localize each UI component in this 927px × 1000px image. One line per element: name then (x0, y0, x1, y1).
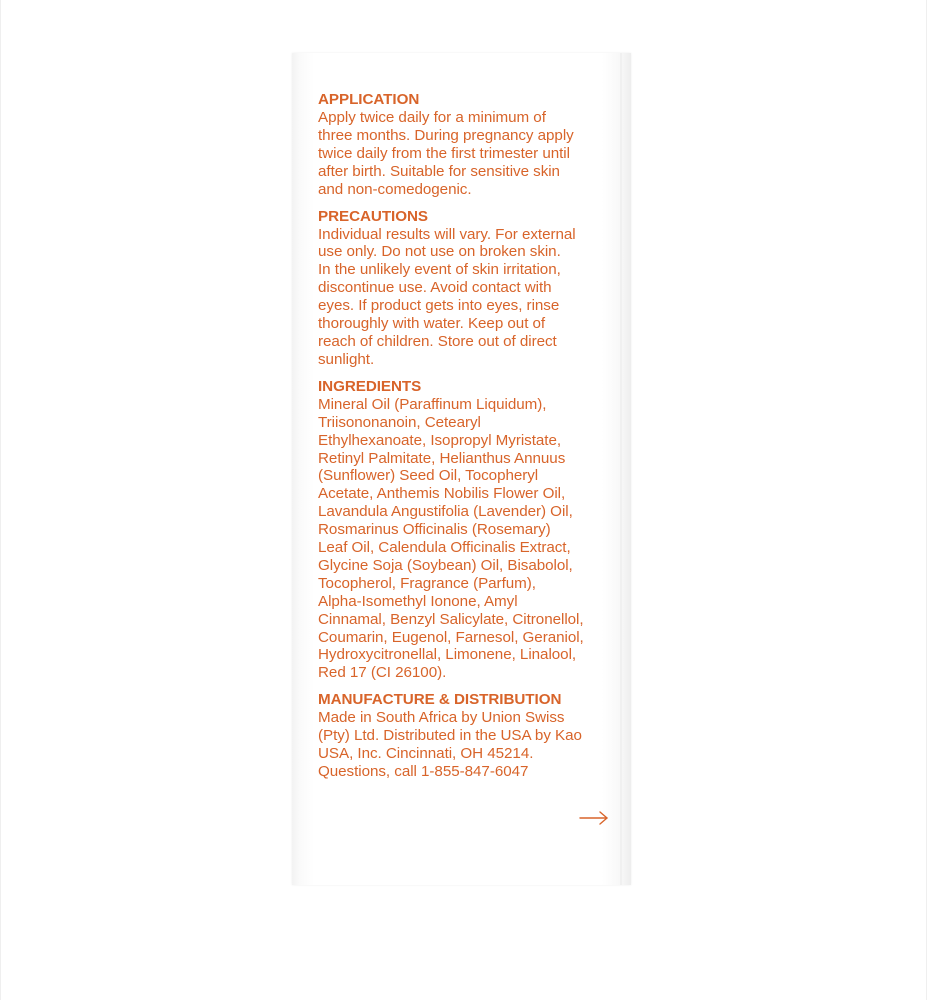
body-line: twice daily from the first trimester until (318, 144, 570, 162)
body-line: Individual results will vary. For external (318, 225, 576, 243)
body-line: Red 17 (CI 26100). (318, 664, 447, 682)
body-line: Retinyl Palmitate, Helianthus Annuus (318, 449, 566, 467)
body-line: Apply twice daily for a minimum of (318, 109, 546, 126)
body-line: Leaf Oil, Calendula Officinalis Extract, (318, 539, 571, 557)
body-line: Alpha-Isomethyl Ionone, Amyl (318, 592, 518, 610)
body-line: Glycine Soja (Soybean) Oil, Bisabolol, (318, 556, 573, 574)
body-line: after birth. Suitable for sensitive skin (318, 162, 560, 180)
body-line: Ethylhexanoate, Isopropyl Myristate, (318, 431, 562, 449)
section-ingredients (318, 378, 618, 683)
body-line: Coumarin, Eugenol, Farnesol, Geraniol, (318, 628, 584, 646)
section-manufacture-distribution (318, 691, 618, 781)
body-line: Mineral Oil (Paraffinum Liquidum), (318, 395, 547, 413)
body-line: Hydroxycitronellal, Limonene, Linalool, (318, 646, 577, 664)
section-heading: APPLICATION (318, 91, 420, 108)
section-body (318, 396, 618, 683)
body-line: Made in South Africa by Union Swiss (318, 709, 565, 727)
body-line: Lavandula Angustifolia (Lavender) Oil, (318, 503, 573, 521)
box-fold-edge (620, 53, 622, 885)
body-line: and non-comedogenic. (318, 180, 472, 198)
body-line: thoroughly with water. Keep out of (318, 315, 546, 333)
body-line: use only. Do not use on broken skin. (318, 243, 561, 261)
section-body (318, 109, 618, 199)
body-line: Questions, call 1-855-847-6047 (318, 763, 529, 780)
body-line: (Sunflower) Seed Oil, Tocopheryl (318, 467, 539, 485)
body-line: USA, Inc. Cincinnati, OH 45214. (318, 745, 534, 763)
right-arrow-icon (579, 808, 609, 828)
body-line: three months. During pregnancy apply (318, 126, 574, 144)
body-line: Tocopherol, Fragrance (Parfum), (318, 574, 536, 592)
body-line: (Pty) Ltd. Distributed in the USA by Kao (318, 727, 582, 745)
section-heading: INGREDIENTS (318, 377, 422, 395)
section-heading: MANUFACTURE & DISTRIBUTION (318, 691, 562, 709)
section-heading: PRECAUTIONS (318, 207, 428, 225)
body-line: Rosmarinus Officinalis (Rosemary) (318, 521, 551, 539)
body-line: sunlight. (318, 350, 375, 368)
body-line: eyes. If product gets into eyes, rinse (318, 297, 560, 315)
section-body (318, 709, 618, 781)
section-body (318, 226, 618, 369)
body-line: In the unlikely event of skin irritation, (318, 261, 561, 279)
section-precautions (318, 208, 618, 369)
body-line: Triisononanoin, Cetearyl (318, 413, 481, 431)
body-line: Cinnamal, Benzyl Salicylate, Citronellol, (318, 610, 584, 628)
body-line: reach of children. Store out of direct (318, 332, 557, 350)
body-line: Acetate, Anthemis Nobilis Flower Oil, (318, 485, 566, 503)
label-text-block (318, 91, 618, 790)
body-line: discontinue use. Avoid contact with (318, 279, 552, 297)
section-application (318, 91, 618, 199)
